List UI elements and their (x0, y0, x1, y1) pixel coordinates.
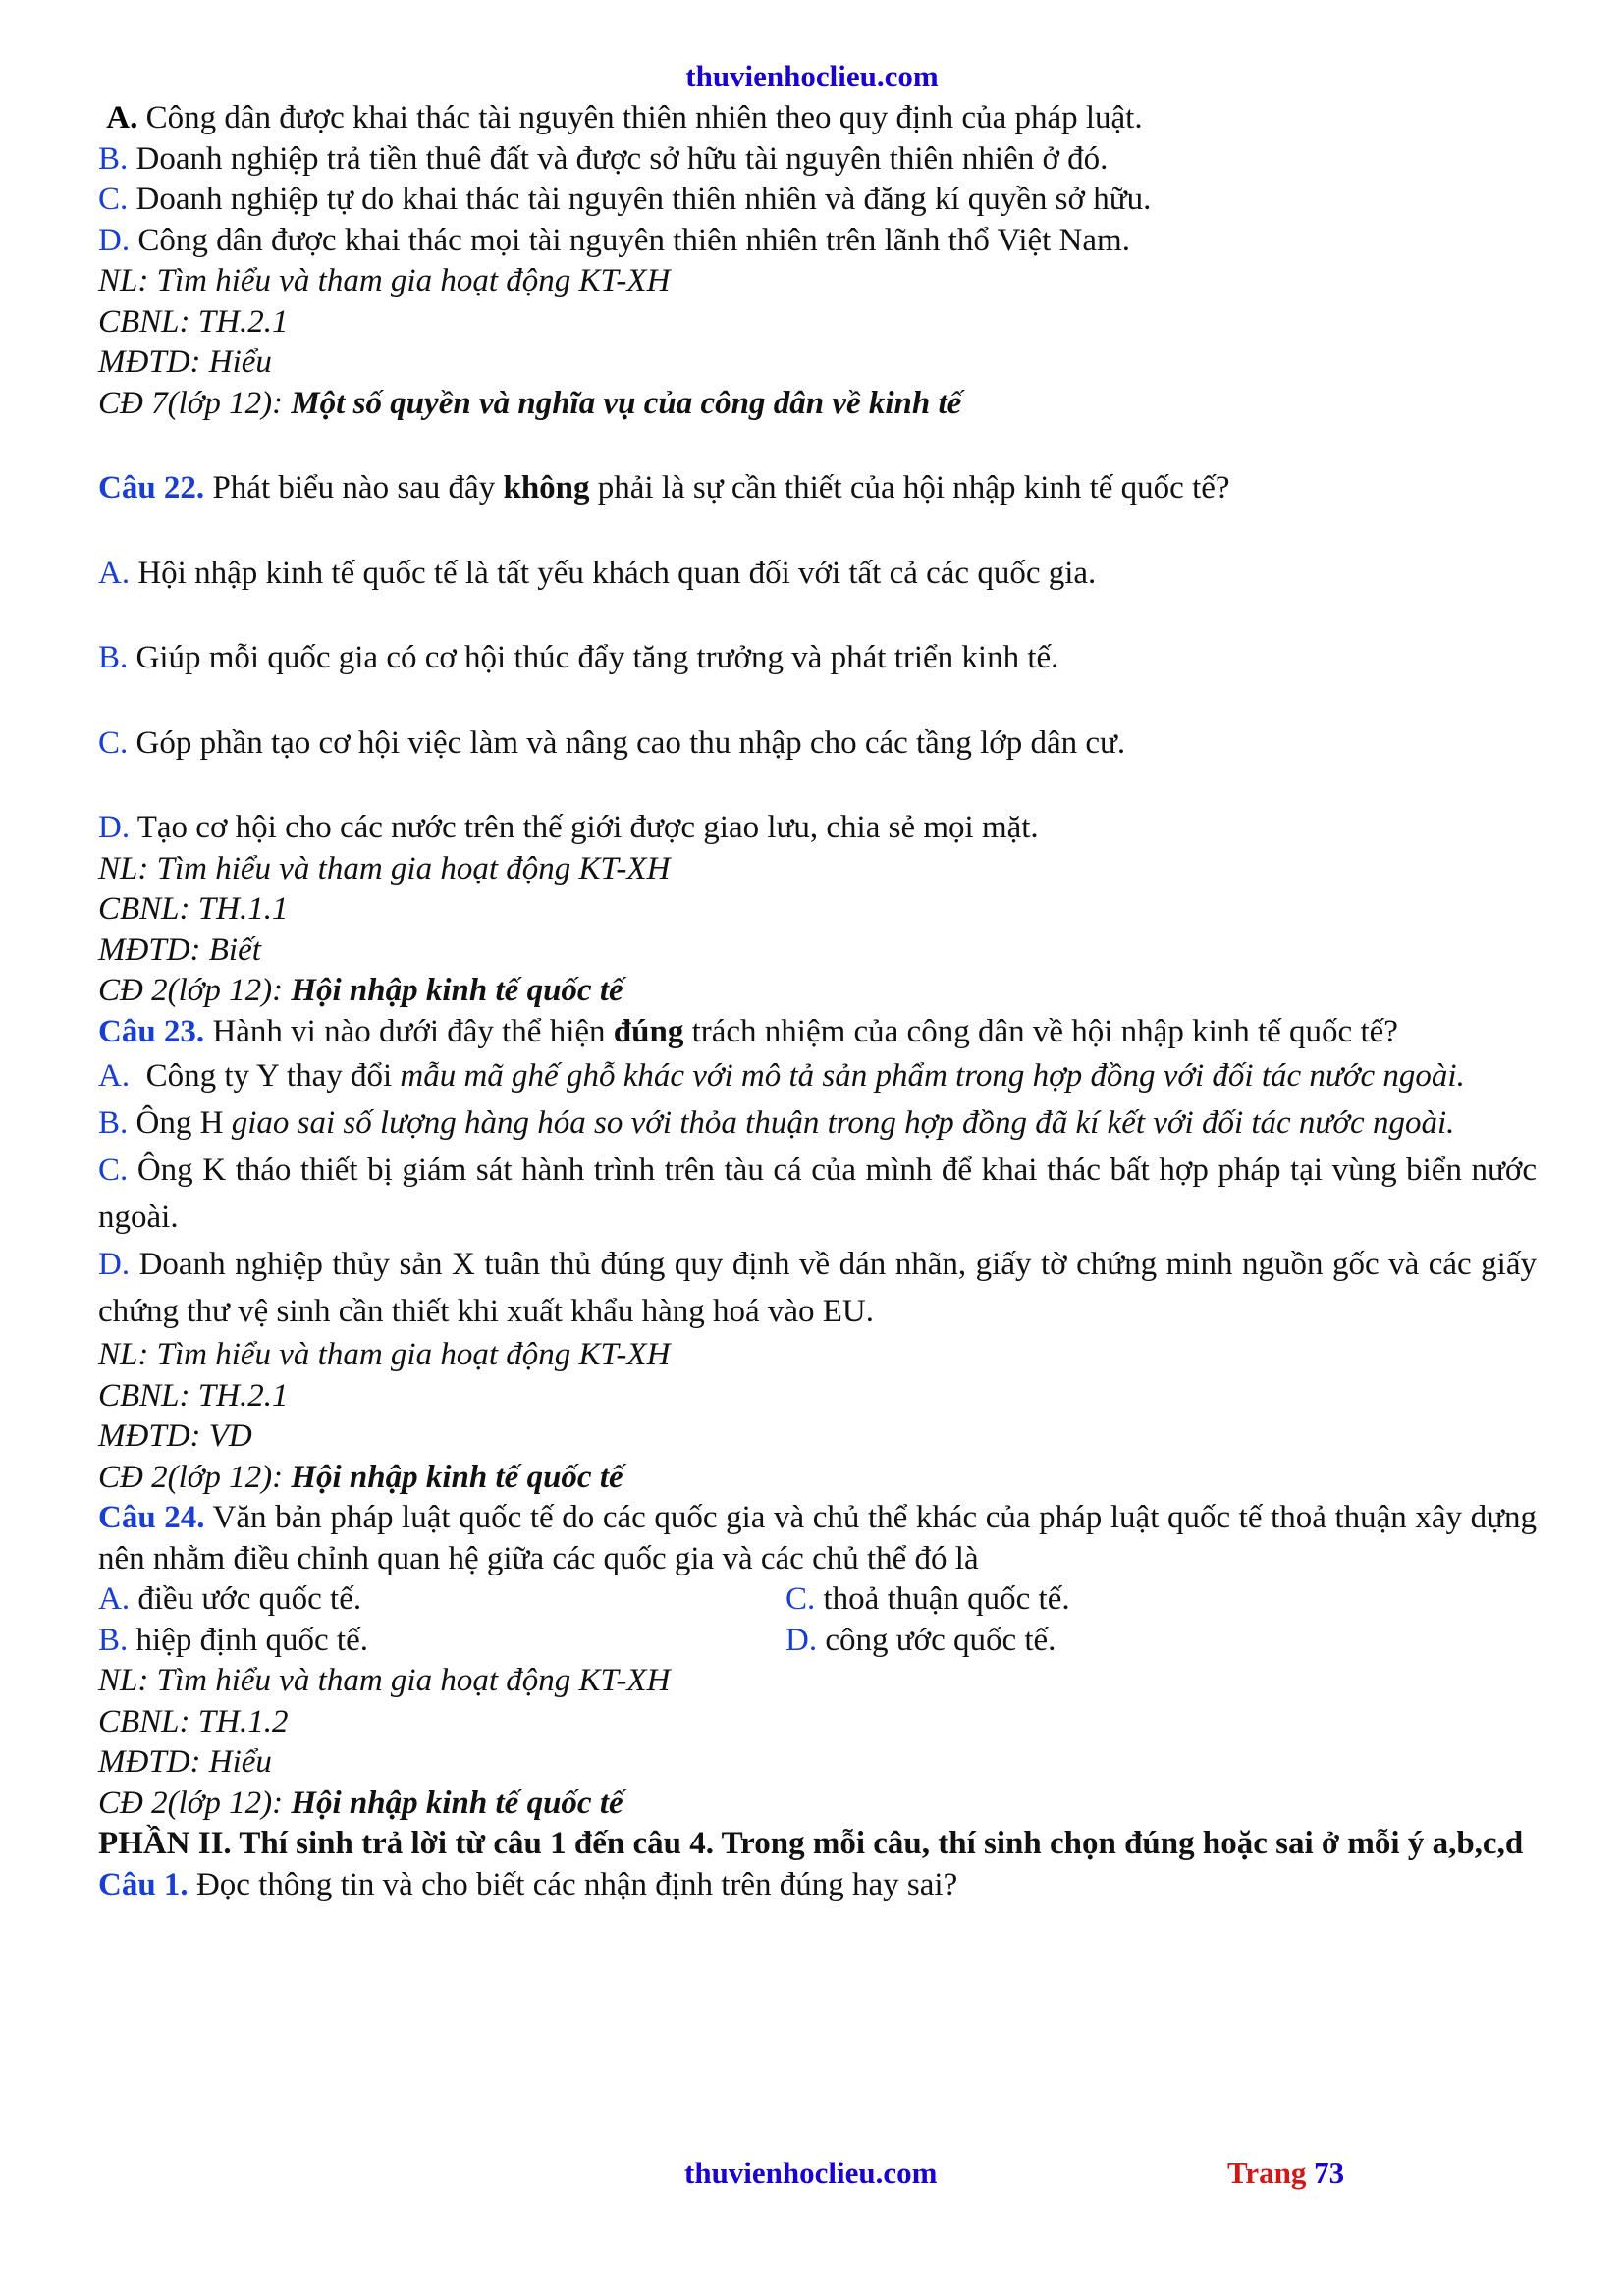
meta-cbnl: CBNL: TH.2.1 (98, 303, 289, 340)
meta-mdtd: MĐTD: Hiểu (98, 345, 272, 380)
prev-option-c (98, 180, 1537, 221)
option-text: Ông H (128, 1105, 232, 1141)
stem-text: Hành vi nào dưới đây thể hiện (204, 1013, 614, 1049)
stem-text: Phát biểu nào sau đây (204, 470, 504, 506)
option-label: D. (98, 222, 131, 258)
option-label: A. (98, 1058, 131, 1094)
option-text: công ước quốc tế. (817, 1622, 1056, 1658)
option-label: D. (98, 1247, 131, 1282)
q23-option-c (98, 1147, 1537, 1241)
q22-stem (98, 468, 1537, 509)
page-word: Trang (1227, 2156, 1315, 2190)
cd-prefix: CĐ 2(lớp 12): (98, 973, 292, 1008)
meta-nl: NL: Tìm hiểu và tham gia hoạt động KT-XH (98, 1663, 671, 1698)
meta-cbnl: CBNL: TH.1.2 (98, 1703, 289, 1739)
option-label: D. (98, 810, 131, 845)
option-text-italic: mẫu mã ghế ghỗ khác với mô tả sản phẩm trong hợp đồng với đối tác nước ngoài. (400, 1058, 1465, 1094)
cd-prefix: CĐ 2(lớp 12): (98, 1785, 292, 1821)
option-text: Hội nhập kinh tế quốc tế là tất yếu khách quan đối với tất cả các quốc gia. (130, 555, 1097, 591)
page-number (1227, 2156, 1344, 2191)
header-site: thuvienhoclieu.com (685, 59, 939, 93)
q24-options-row-1 (98, 1579, 1537, 1621)
option-label: B. (98, 640, 129, 675)
option-label: A. (98, 555, 131, 591)
option-text: Góp phần tạo cơ hội việc làm và nâng cao thu nhập cho các tầng lớp dân cư. (128, 724, 1126, 761)
cd-topic: Hội nhập kinh tế quốc tế (291, 973, 623, 1008)
meta-cd (98, 1458, 1537, 1499)
meta-cd (98, 1784, 1537, 1825)
question-label: Câu 24. (98, 1500, 205, 1535)
cd-prefix: CĐ 2(lớp 12): (98, 1459, 292, 1495)
q24-stem (98, 1498, 1537, 1579)
option-text: Công ty Y thay đổi (130, 1058, 401, 1094)
part2-q1 (98, 1865, 1537, 1906)
q24-option-d (785, 1621, 1473, 1662)
meta-mdtd: MĐTD: VD (98, 1418, 252, 1454)
q24-option-c (785, 1579, 1473, 1621)
meta-mdtd: MĐTD: Biết (98, 932, 261, 968)
option-label: C. (98, 1152, 129, 1188)
question-label: Câu 1. (98, 1866, 189, 1902)
option-text-italic: giao sai số lượng hàng hóa so với thỏa thuận trong hợp đồng đã kí kết với đối tác nước ngoài. (231, 1105, 1455, 1141)
option-label: B. (98, 140, 129, 177)
prev-option-d (98, 221, 1537, 262)
page-num: 73 (1314, 2156, 1345, 2190)
option-label: C. (785, 1581, 816, 1617)
q24-option-a (98, 1579, 785, 1621)
option-text: Công dân được khai thác mọi tài nguyên thiên nhiên trên lãnh thổ Việt Nam. (137, 222, 1130, 258)
meta-nl: NL: Tìm hiểu và tham gia hoạt động KT-XH (98, 850, 671, 886)
q24-options-row-2 (98, 1621, 1537, 1662)
option-label: D. (785, 1622, 818, 1658)
option-text: Tạo cơ hội cho các nước trên thế giới được giao lưu, chia sẻ mọi mặt. (130, 810, 1039, 845)
q22-option-a (98, 554, 1537, 595)
cd-topic: Một số quyền và nghĩa vụ của công dân về kinh tế (291, 385, 962, 421)
q22-option-d (98, 808, 1537, 849)
stem-emphasis: đúng (613, 1013, 684, 1049)
option-text: Doanh nghiệp tự do khai thác tài nguyên thiên nhiên và đăng kí quyền sở hữu. (135, 182, 1152, 217)
option-label: C. (98, 724, 129, 761)
page-content (98, 98, 1537, 1905)
question-label: Câu 23. (98, 1013, 205, 1049)
option-label: B. (98, 1105, 129, 1141)
option-label: A. (98, 1581, 131, 1617)
stem-text: Đọc thông tin và cho biết các nhận định trên đúng hay sai? (188, 1866, 958, 1902)
option-text: hiệp định quốc tế. (128, 1622, 368, 1658)
option-text: Công dân được khai thác tài nguyên thiên nhiên theo quy định của pháp luật. (145, 100, 1143, 135)
stem-text: trách nhiệm của công dân về hội nhập kinh tế quốc tế? (683, 1013, 1398, 1049)
option-text: Giúp mỗi quốc gia có cơ hội thúc đẩy tăng trưởng và phát triển kinh tế. (128, 640, 1059, 675)
q23-option-b (98, 1099, 1537, 1147)
cd-prefix: CĐ 7(lớp 12): (98, 385, 292, 421)
q24-option-b (98, 1621, 785, 1662)
q22-option-b (98, 638, 1537, 679)
option-text: Doanh nghiệp trả tiền thuê đất và được sở hữu tài nguyên thiên nhiên ở đó. (135, 140, 1109, 177)
option-label: A. (106, 100, 138, 135)
meta-mdtd: MĐTD: Hiểu (98, 1744, 272, 1780)
q23-option-d (98, 1241, 1537, 1335)
part2-heading: PHẦN II. Thí sinh trả lời từ câu 1 đến câu 4. Trong mỗi câu, thí sinh chọn đúng hoặc sai ở mỗi ý a,b,c,d (98, 1826, 1524, 1861)
cd-topic: Hội nhập kinh tế quốc tế (291, 1785, 623, 1821)
stem-text: Văn bản pháp luật quốc tế do các quốc gia và chủ thể khác của pháp luật quốc tế thoả thuận xây dựng nên nhằm điều chỉnh quan hệ giữa các quốc gia và các chủ thể đó là (98, 1500, 1538, 1576)
cd-topic: Hội nhập kinh tế quốc tế (291, 1459, 623, 1495)
question-label: Câu 22. (98, 470, 205, 506)
option-label: C. (98, 182, 129, 217)
prev-option-a (98, 98, 1537, 139)
footer-site: thuvienhoclieu.com (684, 2156, 938, 2190)
meta-cd (98, 384, 1537, 425)
option-label: B. (98, 1622, 129, 1658)
option-text: Ông K tháo thiết bị giám sát hành trình trên tàu cá của mình để khai thác bất hợp pháp tại vùng biển nước ngoài. (98, 1152, 1537, 1235)
q22-option-c (98, 723, 1537, 765)
q23-option-a (98, 1052, 1537, 1099)
option-text: điều ước quốc tế. (130, 1581, 362, 1617)
option-text: thoả thuận quốc tế. (815, 1581, 1070, 1617)
q23-stem (98, 1012, 1537, 1053)
stem-text: phải là sự cần thiết của hội nhập kinh tế quốc tế? (589, 470, 1230, 506)
option-text: Doanh nghiệp thủy sản X tuân thủ đúng quy định về dán nhãn, giấy tờ chứng minh nguồn gốc và các giấy chứng thư vệ sinh cần thiết khi xuất khẩu hàng hoá vào EU. (98, 1247, 1537, 1329)
meta-cbnl: CBNL: TH.2.1 (98, 1377, 289, 1414)
meta-cbnl: CBNL: TH.1.1 (98, 891, 289, 927)
meta-nl: NL: Tìm hiểu và tham gia hoạt động KT-XH (98, 1337, 671, 1372)
prev-option-b (98, 139, 1537, 181)
stem-emphasis: không (503, 470, 590, 506)
meta-cd (98, 971, 1537, 1012)
meta-nl: NL: Tìm hiểu và tham gia hoạt động KT-XH (98, 263, 671, 298)
